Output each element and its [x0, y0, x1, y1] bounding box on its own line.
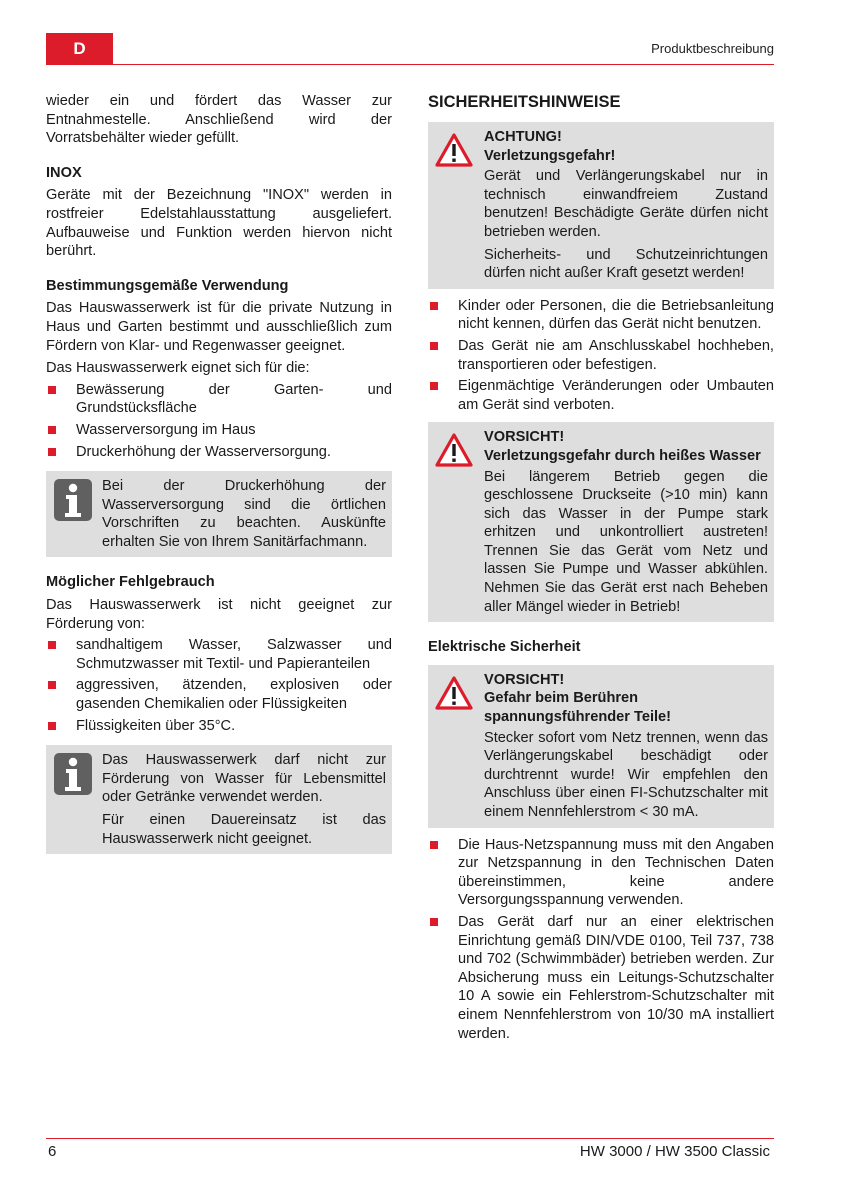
left-column [46, 92, 392, 862]
warning-box [428, 122, 774, 289]
list-item: Kinder oder Personen, die die Betriebsanleitung nicht kennen, dürfen das Gerät nicht benutzen. [428, 297, 774, 334]
bullet-square-icon [48, 386, 56, 394]
right-column [428, 92, 774, 1046]
warning-label: ACHTUNG! [484, 129, 562, 145]
list-item: Das Gerät nie am Anschlusskabel hochheben, transportieren oder befestigen. [428, 337, 774, 374]
info-note-box [46, 471, 392, 557]
warning-title: Verletzungsgefahr durch heißes Wasser [484, 447, 761, 464]
inox-paragraph: Geräte mit der Bezeichnung "INOX" werden in rostfreier Edelstahlausstattung ausgeliefert. Aufbauweise und Funktion werden hiervon nicht berührt. [46, 187, 392, 260]
info-note-box [46, 745, 392, 854]
info-note-text: Das Hauswasserwerk darf nicht zur Förderung von Wasser für Lebensmittel oder Getränke verwendet werden. [102, 752, 386, 806]
list-item: Die Haus-Netzspannung muss mit den Angaben zur Netzspannung in den Technischen Daten übereinstimmen, keine andere Versorgungsspannung verwenden. [428, 836, 774, 910]
misuse-paragraph: Das Hauswasserwerk ist nicht geeignet zur Förderung von: [46, 597, 392, 632]
list-item: Flüssigkeiten über 35°C. [46, 717, 392, 736]
bullet-square-icon [430, 918, 438, 926]
warning-triangle-icon [434, 132, 474, 168]
misuse-list [46, 636, 392, 735]
misuse-heading: Möglicher Fehlgebrauch [46, 574, 215, 591]
page-number: 6 [48, 1143, 57, 1160]
model-name: HW 3000 / HW 3500 Classic [579, 1143, 770, 1160]
list-item: Bewässerung der Garten- und Grundstücksfläche [46, 381, 392, 418]
warning-label: VORSICHT! [484, 429, 565, 446]
intended-use-lead: Das Hauswasserwerk eignet sich für die: [46, 360, 310, 377]
electrical-list [428, 836, 774, 1044]
list-item: Wasserversorgung im Haus [46, 421, 392, 440]
bullet-square-icon [48, 426, 56, 434]
header-title: Produktbeschreibung [651, 41, 774, 56]
warning-label: VORSICHT! [484, 671, 565, 688]
warning-title: Verletzungsgefahr! [484, 147, 616, 164]
warning-text: Sicherheits- und Schutzeinrichtungen dürfen nicht außer Kraft gesetzt werden! [484, 246, 768, 282]
bullet-square-icon [48, 722, 56, 730]
warning-box [428, 422, 774, 622]
list-item: Druckerhöhung der Wasserversorgung. [46, 443, 392, 462]
bullet-square-icon [48, 681, 56, 689]
list-item: Das Gerät darf nur an einer elektrischen Einrichtung gemäß DIN/VDE 0100, Teil 737, 738 und 702 (Schwimmbäder) betrieben werden. Zur Absicherung muss ein Leitungs-Schutzschalter 10 A sowie ein Fehlerstrom-Schutzschalter mit einem Nennfehlerstrom von 10/30 mA installiert werden. [428, 913, 774, 1043]
bullet-square-icon [430, 382, 438, 390]
intended-use-paragraph: Das Hauswasserwerk ist für die private Nutzung in Haus und Garten bestimmt und ausschließlich zum Fördern von Klar- und Regenwasser geeignet. [46, 300, 392, 354]
list-item: aggressiven, ätzenden, explosiven oder gasenden Chemikalien oder Flüssigkeiten [46, 676, 392, 713]
language-tab: D [46, 33, 113, 64]
info-icon [54, 479, 92, 521]
list-item: sandhaltigem Wasser, Salzwasser und Schmutzwasser mit Textil- und Papieranteilen [46, 636, 392, 673]
intended-use-list [46, 381, 392, 461]
bullet-square-icon [430, 302, 438, 310]
safety-heading: SICHERHEITSHINWEISE [428, 93, 621, 111]
electrical-safety-heading: Elektrische Sicherheit [428, 639, 581, 656]
bullet-square-icon [430, 342, 438, 350]
warning-text: Gerät und Verlängerungskabel nur in technisch einwandfreiem Zustand benutzen! Beschädigte Geräte dürfen nicht betrieben werden. [484, 168, 768, 240]
info-note-text: Für einen Dauereinsatz ist das Hauswasserwerk nicht geeignet. [102, 812, 386, 847]
warning-text: Bei längerem Betrieb gegen die geschlossene Druckseite (>10 min) kann sich das Wasser in der Pumpe stark erhitzen und unkontrolliert austreten! Trennen Sie das Gerät vom Netz und lassen Sie Pumpe und Wasser abkühlen. Nehmen Sie das Gerät erst nach Beheben aller Mängel wieder in Betrieb! [484, 468, 768, 615]
bullet-square-icon [48, 641, 56, 649]
intro-paragraph: wieder ein und fördert das Wasser zur Entnahmestelle. Anschließend wird der Vorratsbehälter wieder gefüllt. [46, 93, 392, 147]
warning-triangle-icon [434, 675, 474, 711]
intended-use-heading: Bestimmungsgemäße Verwendung [46, 277, 289, 294]
warning-triangle-icon [434, 432, 474, 468]
info-note-text: Bei der Druckerhöhung der Wasserversorgung sind die örtlichen Vorschriften zu beachten. Auskünfte erhalten Sie von Ihrem Sanitärfachmann. [102, 478, 386, 550]
safety-list [428, 297, 774, 415]
footer-divider [46, 1138, 774, 1139]
header-divider [46, 64, 774, 65]
bullet-square-icon [48, 448, 56, 456]
warning-title: Gefahr beim Berühren spannungsführender Teile! [484, 690, 672, 726]
info-icon [54, 753, 92, 795]
list-item: Eigenmächtige Veränderungen oder Umbauten am Gerät sind verboten. [428, 377, 774, 414]
warning-box [428, 665, 774, 828]
inox-heading: INOX [46, 164, 82, 181]
warning-text: Stecker sofort vom Netz trennen, wenn das Verlängerungskabel beschädigt oder durchtrennt wurde! Wir empfehlen den Anschluss über einen FI-Schutzschalter mit einem Nennfehlerstrom < 30 mA. [484, 729, 768, 820]
bullet-square-icon [430, 841, 438, 849]
